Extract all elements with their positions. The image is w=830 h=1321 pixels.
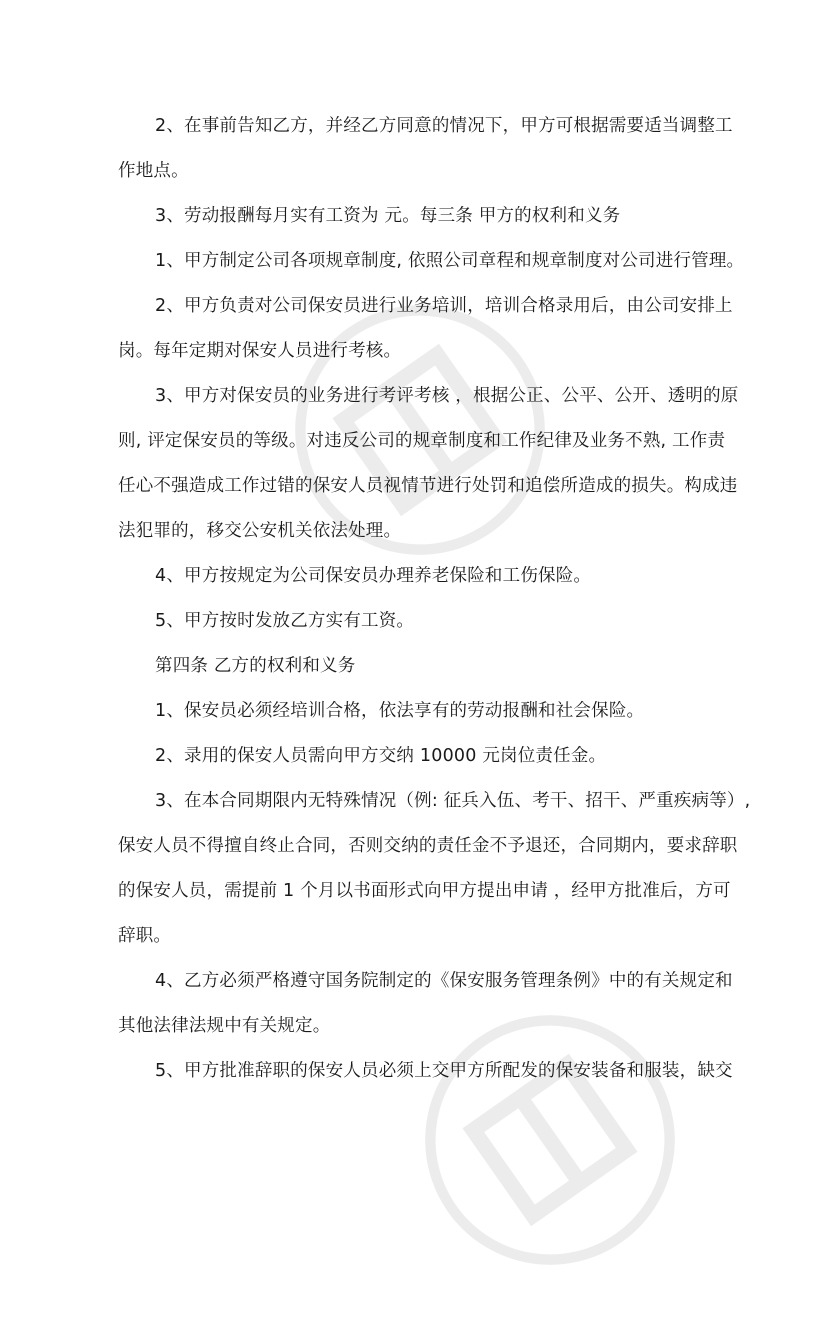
text-line: 辞职。: [118, 926, 172, 946]
text-line: 的保安人员，需提前 1 个月以书面形式向甲方提出申请 ，经甲方批准后，方可: [118, 881, 731, 901]
text-line: 3、在本合同期限内无特殊情况（例: 征兵入伍、考干、招干、严重疾病等）,: [155, 791, 751, 811]
watermark-logo: [369, 959, 731, 1321]
text-line: 4、乙方必须严格遵守国务院制定的《保安服务管理条例》中的有关规定和: [155, 971, 733, 991]
text-line: 2、在事前告知乙方，并经乙方同意的情况下，甲方可根据需要适当调整工: [155, 116, 733, 136]
text-line: 任心不强造成工作过错的保安人员视情节进行处罚和追偿所造成的损失。构成违: [118, 476, 738, 496]
text-line: 作地点。: [118, 161, 189, 181]
text-line: 3、劳动报酬每月实有工资为 元。每三条 甲方的权利和义务: [155, 206, 621, 226]
text-line: 其他法律法规中有关规定。: [118, 1016, 331, 1036]
text-line: 岗。每年定期对保安人员进行考核。: [118, 341, 402, 361]
text-line: 保安人员不得擅自终止合同，否则交纳的责任金不予退还，合同期内，要求辞职: [118, 836, 738, 856]
text-line: 3、甲方对保安员的业务进行考评考核 ，根据公正、公平、公开、透明的原: [155, 386, 739, 406]
text-line: 5、甲方批准辞职的保安人员必须上交甲方所配发的保安装备和服装，缺交: [155, 1061, 733, 1081]
text-line: 2、录用的保安人员需向甲方交纳 10000 元岗位责任金。: [155, 746, 607, 766]
text-line: 1、保安员必须经培训合格，依法享有的劳动报酬和社会保险。: [155, 701, 645, 721]
text-line: 2、甲方负责对公司保安员进行业务培训，培训合格录用后，由公司安排上: [155, 296, 733, 316]
text-line: 1、甲方制定公司各项规章制度, 依照公司章程和规章制度对公司进行管理。: [155, 251, 745, 271]
text-line: 4、甲方按规定为公司保安员办理养老保险和工伤保险。: [155, 566, 592, 586]
text-line: 则, 评定保安员的等级。对违反公司的规章制度和工作纪律及业务不熟, 工作责: [118, 431, 726, 451]
text-line: 5、甲方按时发放乙方实有工资。: [155, 611, 415, 631]
text-line: 法犯罪的，移交公安机关依法处理。: [118, 521, 402, 541]
section-heading: 第四条 乙方的权利和义务: [155, 656, 356, 676]
